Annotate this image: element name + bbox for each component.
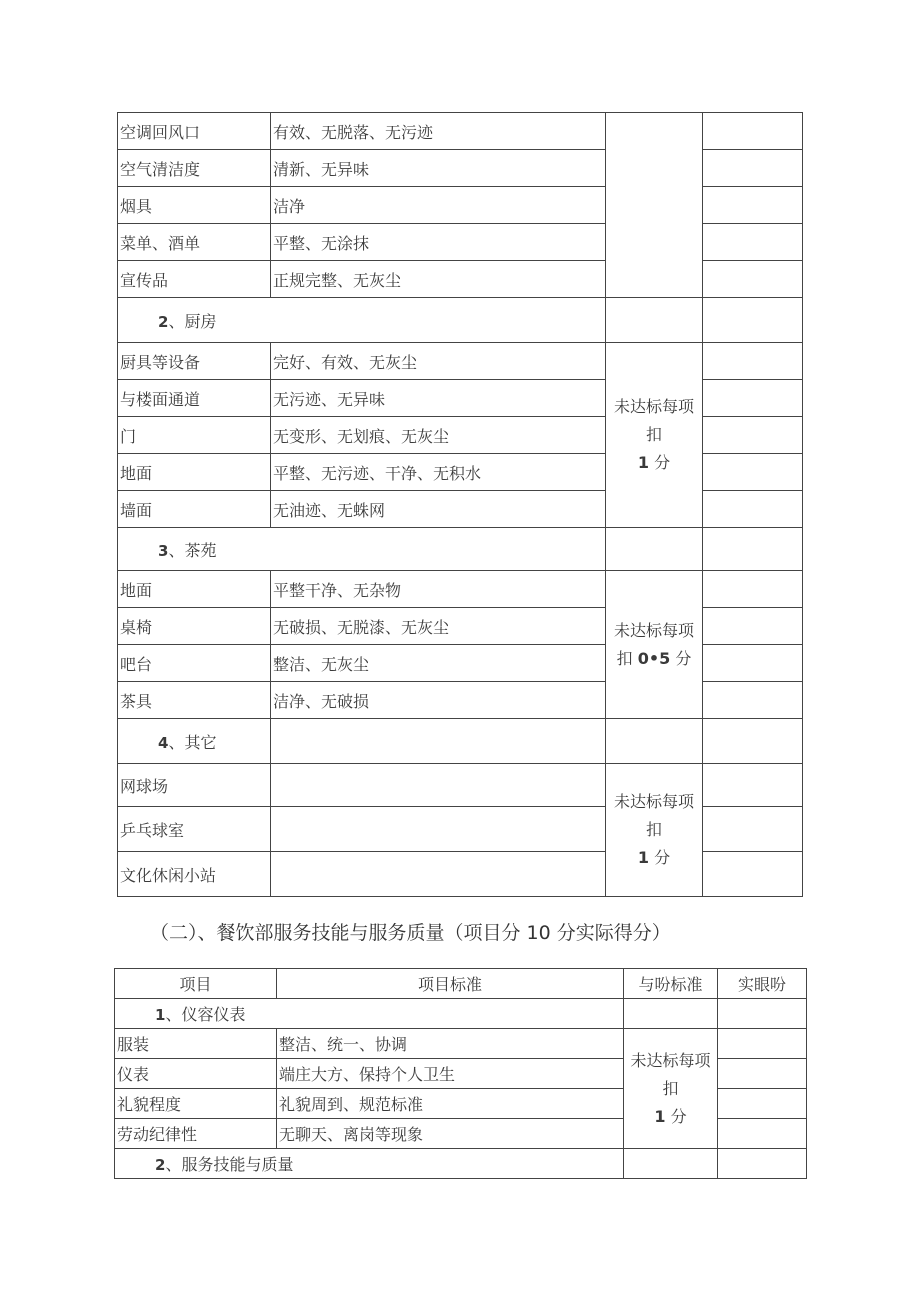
score-cell	[703, 645, 803, 682]
score-cell	[703, 719, 803, 764]
deduction-cell	[606, 113, 703, 298]
standard-cell: 洁净	[271, 187, 606, 224]
standard-cell	[271, 807, 606, 852]
standard-cell: 整洁、统一、协调	[277, 1029, 624, 1059]
section-row	[118, 528, 803, 571]
score-cell	[703, 113, 803, 150]
score-cell	[718, 1119, 807, 1149]
standard-cell: 无油迹、无蛛网	[271, 491, 606, 528]
item-cell: 空气清洁度	[118, 150, 271, 187]
table-row	[115, 1029, 807, 1059]
standard-cell: 完好、有效、无灰尘	[271, 343, 606, 380]
standard-cell: 平整干净、无杂物	[271, 571, 606, 608]
standard-cell: 洁净、无破损	[271, 682, 606, 719]
standard-cell: 有效、无脱落、无污迹	[271, 113, 606, 150]
item-cell: 墙面	[118, 491, 271, 528]
standard-cell: 端庄大方、保持个人卫生	[277, 1059, 624, 1089]
inspection-table-2	[114, 968, 807, 1179]
standard-cell: 无聊天、离岗等现象	[277, 1119, 624, 1149]
score-cell	[703, 608, 803, 645]
score-cell	[703, 571, 803, 608]
score-cell	[703, 454, 803, 491]
score-cell	[703, 380, 803, 417]
item-cell: 与楼面通道	[118, 380, 271, 417]
score-cell	[703, 852, 803, 897]
score-cell	[718, 1149, 807, 1179]
item-cell: 菜单、酒单	[118, 224, 271, 261]
deduction-cell	[624, 1149, 718, 1179]
item-cell: 仪表	[115, 1059, 277, 1089]
standard-cell: 无变形、无划痕、无灰尘	[271, 417, 606, 454]
score-cell	[703, 491, 803, 528]
table-row	[118, 343, 803, 380]
item-cell: 宣传品	[118, 261, 271, 298]
section-row	[115, 1149, 807, 1179]
section-heading: （二）、餐饮部服务技能与服务质量（项目分 10 分实际得分）	[150, 922, 671, 944]
deduction-cell	[606, 719, 703, 764]
score-cell	[703, 150, 803, 187]
inspection-table-1	[117, 112, 803, 897]
score-cell	[703, 343, 803, 380]
section-title-tea-garden: 3、茶苑	[118, 528, 606, 571]
table-row	[118, 571, 803, 608]
standard-cell: 清新、无异味	[271, 150, 606, 187]
section-title-kitchen: 2、厨房	[118, 298, 606, 343]
standard-cell	[271, 764, 606, 807]
score-cell	[703, 764, 803, 807]
item-cell: 服装	[115, 1029, 277, 1059]
score-cell	[703, 417, 803, 454]
standard-cell: 无污迹、无异味	[271, 380, 606, 417]
score-cell	[718, 999, 807, 1029]
score-cell	[703, 298, 803, 343]
section-title-appearance: 1、仪容仪表	[115, 999, 624, 1029]
header-row	[115, 969, 807, 999]
score-cell	[703, 261, 803, 298]
standard-cell: 无破损、无脱漆、无灰尘	[271, 608, 606, 645]
table-row	[118, 113, 803, 150]
score-cell	[703, 528, 803, 571]
deduction-cell	[624, 999, 718, 1029]
item-cell: 文化休闲小站	[118, 852, 271, 897]
item-cell: 礼貌程度	[115, 1089, 277, 1119]
column-header-deduction: 与吩标准	[624, 969, 718, 999]
item-cell: 吧台	[118, 645, 271, 682]
section-row	[118, 719, 803, 764]
standard-cell	[271, 719, 606, 764]
table-row	[118, 764, 803, 807]
column-header-score: 实眼吩	[718, 969, 807, 999]
item-cell: 空调回风口	[118, 113, 271, 150]
standard-cell: 平整、无污迹、干净、无积水	[271, 454, 606, 491]
section-title-service-skills: 2、服务技能与质量	[115, 1149, 624, 1179]
deduction-cell: 未达标每项 扣 1 分	[624, 1029, 718, 1149]
score-cell	[703, 807, 803, 852]
score-cell	[703, 224, 803, 261]
score-cell	[703, 682, 803, 719]
deduction-cell: 未达标每项 扣 0•5 分	[606, 571, 703, 719]
score-cell	[718, 1029, 807, 1059]
deduction-cell	[606, 528, 703, 571]
deduction-cell: 未达标每项 扣 1 分	[606, 343, 703, 528]
deduction-cell: 未达标每项 扣 1 分	[606, 764, 703, 897]
score-cell	[718, 1059, 807, 1089]
standard-cell: 平整、无涂抹	[271, 224, 606, 261]
column-header-standard: 项目标准	[277, 969, 624, 999]
item-cell: 桌椅	[118, 608, 271, 645]
item-cell: 地面	[118, 571, 271, 608]
section-row	[118, 298, 803, 343]
item-cell: 厨具等设备	[118, 343, 271, 380]
score-cell	[703, 187, 803, 224]
standard-cell: 礼貌周到、规范标准	[277, 1089, 624, 1119]
item-cell: 劳动纪律性	[115, 1119, 277, 1149]
item-cell: 烟具	[118, 187, 271, 224]
section-row	[115, 999, 807, 1029]
standard-cell: 整洁、无灰尘	[271, 645, 606, 682]
deduction-cell	[606, 298, 703, 343]
item-cell: 门	[118, 417, 271, 454]
item-cell: 网球场	[118, 764, 271, 807]
item-cell: 茶具	[118, 682, 271, 719]
section-title-others: 4、其它	[118, 719, 271, 764]
item-cell: 乒乓球室	[118, 807, 271, 852]
score-cell	[718, 1089, 807, 1119]
standard-cell: 正规完整、无灰尘	[271, 261, 606, 298]
column-header-item: 项目	[115, 969, 277, 999]
standard-cell	[271, 852, 606, 897]
item-cell: 地面	[118, 454, 271, 491]
